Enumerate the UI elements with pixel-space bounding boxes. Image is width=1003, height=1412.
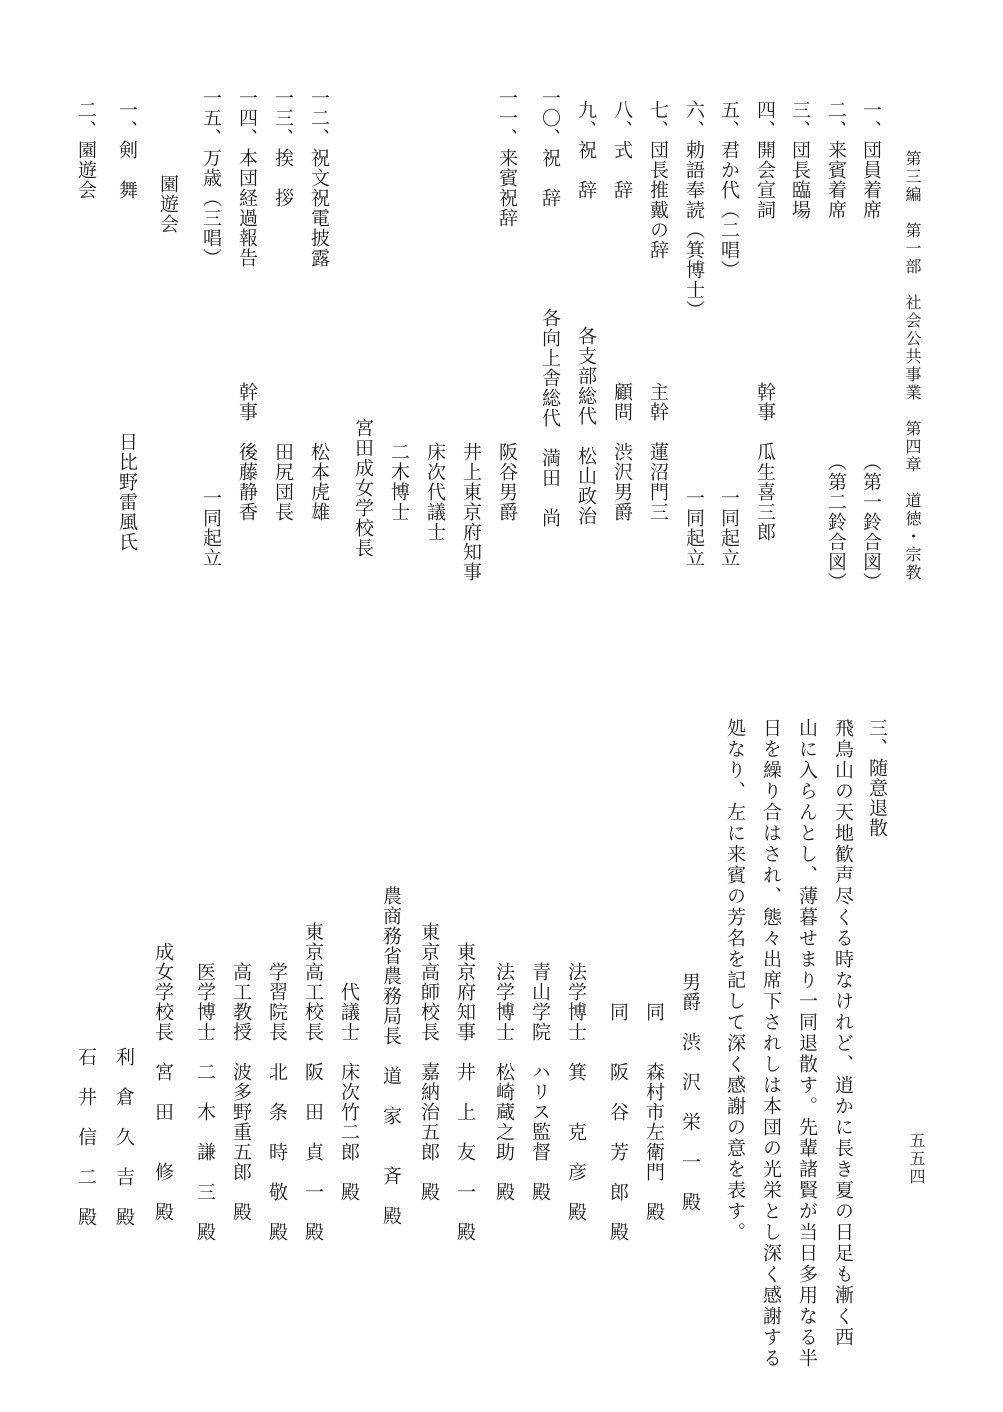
guest-entry: 代議士 床次竹二郎 殿 <box>338 982 360 1202</box>
program-item: 八、式 辞 <box>611 100 633 200</box>
program-guest: 宮田成女学校長 <box>352 418 374 558</box>
program-item: 六、勅語奉読（箕博士） <box>683 100 705 320</box>
guest-entry: 医学博士 二 木 謙 三 殿 <box>194 962 216 1242</box>
section-heading: 三、随意退散 <box>866 718 888 838</box>
program-speaker: 幹事 後藤静香 <box>236 382 258 522</box>
guest-entry: 法学博士 箕 克 彦 殿 <box>565 962 587 1222</box>
paragraph-line: 飛鳥山の天地歓声尽くる時なけれど、逍かに長き夏の日足も漸く西 <box>832 718 854 1348</box>
program-subheading: 園遊会 <box>157 174 179 234</box>
guest-entry: 男爵 渋 沢 栄 一 殿 <box>679 972 701 1212</box>
guest-entry: 東京高師校長 嘉納治五郎 殿 <box>418 922 440 1202</box>
program-item: 一、団員着席 <box>860 100 882 220</box>
program-item: 三、団長臨場 <box>789 100 811 220</box>
program-note: （第二鈴合図） <box>825 452 847 592</box>
program-item: 二、園遊会 <box>75 100 97 200</box>
guest-entry: 東京府知事 井 上 友 一 殿 <box>454 942 476 1242</box>
program-item: 一三、挨 拶 <box>272 88 294 208</box>
program-note: 一同起立 <box>718 488 740 568</box>
paragraph-line: 日を繰り合はされ、態々出席下されしは本団の光栄とし深く感謝する <box>760 718 782 1369</box>
program-item: 二、来賓着席 <box>825 100 847 220</box>
running-head: 第三編 第一部 社会公共事業 第四章 道徳・宗教 <box>903 150 922 582</box>
program-speaker: 各向上舎総代 満田 尚 <box>539 308 561 528</box>
guest-entry: 石 井 信 二 殿 <box>75 1047 97 1227</box>
program-item: 一五、万歳（三唱） <box>200 88 222 268</box>
guest-entry: 成女学校長 宮 田 修 殿 <box>152 942 174 1222</box>
page-number: 五五四 <box>907 1132 926 1186</box>
program-item: 一〇、祝 辞 <box>539 88 561 208</box>
program-item: 一、剣 舞 <box>116 100 138 200</box>
program-guest: 床次代議士 <box>424 442 446 542</box>
program-item: 一一、来賓祝辞 <box>496 88 518 228</box>
program-speaker: 主幹 蓮沼門三 <box>647 382 669 522</box>
program-item: 一四、本団経過報告 <box>236 88 258 268</box>
program-speaker: 各支部総代 松山政治 <box>575 326 597 526</box>
guest-entry: 東京高工校長 阪 田 貞 一 殿 <box>302 922 324 1242</box>
program-guest: 二木博士 <box>388 442 410 522</box>
guest-entry: 青山学院 ハリス監督 殿 <box>529 962 551 1202</box>
paragraph-line: 山に入らんとし、薄暮せまり一同退散す。先輩諸賢が当日多用なる半 <box>796 718 818 1369</box>
program-item: 九、祝 辞 <box>575 100 597 200</box>
program-item: 五、君か代（二唱） <box>718 100 740 280</box>
guest-entry: 高工教授 波多野重五郎 殿 <box>230 962 252 1222</box>
guest-entry: 学習院長 北 条 時 敬 殿 <box>266 962 288 1242</box>
program-speaker: 幹事 瓜生喜三郎 <box>754 382 776 542</box>
guest-entry: 利 倉 久 吉 殿 <box>113 1047 135 1227</box>
guest-entry: 同 森村市左衛門 殿 <box>643 1002 665 1222</box>
guest-entry: 農商務省農務局長 道 家 斉 殿 <box>380 886 402 1226</box>
program-item: 七、団長推戴の辞 <box>647 100 669 260</box>
paragraph-line: 処なり、左に来賓の芳名を記して深く感謝の意を表す。 <box>724 718 746 1243</box>
program-speaker: 田尻団長 <box>272 442 294 522</box>
program-guest: 阪谷男爵 <box>496 442 518 522</box>
program-speaker: 顧問 渋沢男爵 <box>611 382 633 522</box>
program-item: 四、開会宣詞 <box>754 100 776 220</box>
program-note: 一同起立 <box>683 488 705 568</box>
program-speaker: 松本虎雄 <box>308 442 330 522</box>
program-note: 一同起立 <box>200 488 222 568</box>
guest-entry: 同 阪 谷 芳 郎 殿 <box>607 1002 629 1242</box>
program-performer: 日比野雷風氏 <box>116 432 138 552</box>
program-note: （第一鈴合図） <box>860 452 882 592</box>
program-guest: 井上東京府知事 <box>460 442 482 582</box>
guest-entry: 法学博士 松崎蔵之助 殿 <box>493 962 515 1202</box>
program-item: 一二、祝文祝電披露 <box>308 88 330 268</box>
